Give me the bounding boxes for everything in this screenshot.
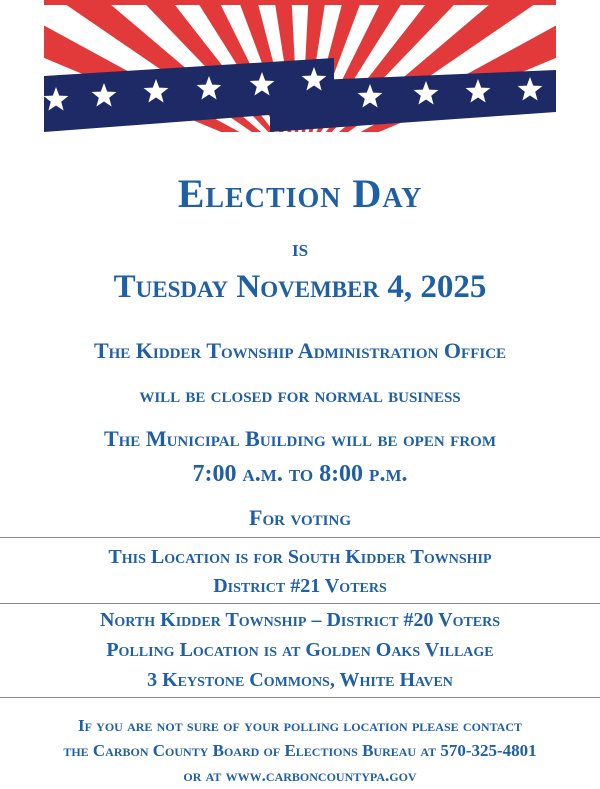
election-date: Tuesday November 4, 2025 [113, 269, 487, 305]
section-divider [0, 697, 600, 698]
section-divider [0, 603, 600, 604]
south-district-line2: District #21 Voters [213, 575, 387, 597]
north-district-line2: Polling Location is at Golden Oaks Village [106, 639, 494, 661]
south-district-line1: This Location is for South Kidder Township [108, 546, 492, 568]
building-notice-line1: The Municipal Building will be open from [103, 426, 497, 451]
contact-line2: the Carbon County Board of Elections Bureau at 570-325-4801 [63, 741, 537, 760]
contact-line1: If you are not sure of your polling location please contact [77, 716, 523, 735]
office-notice-line1: The Kidder Township Administration Office [93, 338, 507, 363]
building-hours: 7:00 a.m. to 8:00 p.m. [192, 461, 408, 487]
north-district-line3: 3 Keystone Commons, White Haven [147, 669, 453, 691]
stars-and-stripes-banner-icon [44, 0, 556, 132]
contact-line3: or at www.carboncountypa.gov [183, 766, 417, 785]
banner-top-stripe [44, 0, 556, 5]
office-notice-line2: will be closed for normal business [139, 383, 461, 407]
section-divider [0, 537, 600, 538]
headline-title: Election Day [177, 171, 423, 216]
headline-connector: is [291, 236, 309, 262]
building-notice-purpose: For voting [249, 505, 351, 530]
north-district-line1: North Kidder Township – District #20 Voters [99, 609, 501, 631]
